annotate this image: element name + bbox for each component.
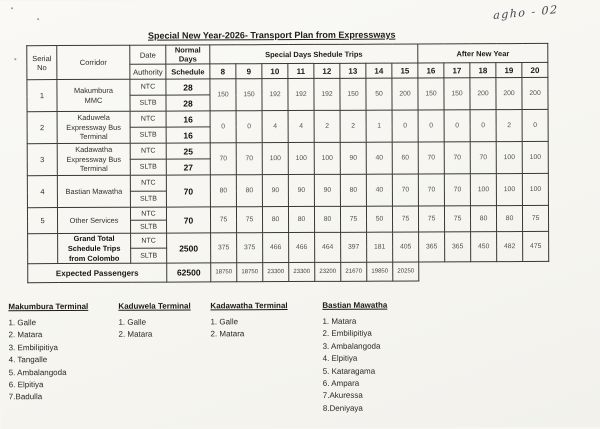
- passengers-cell: 18750: [237, 263, 263, 282]
- trips-cell: 50: [366, 206, 392, 232]
- trips-cell: 100: [262, 143, 288, 175]
- list-item: 4. Tangalle: [8, 355, 48, 365]
- trips-cell: 75: [419, 206, 445, 232]
- trips-cell: 475: [523, 231, 549, 261]
- serial-cell: 3: [27, 144, 57, 176]
- day-header-11: 11: [288, 63, 314, 78]
- trips-cell: 70: [236, 143, 262, 175]
- trips-cell: 0: [522, 109, 548, 141]
- trips-cell: 80: [471, 206, 497, 232]
- trips-cell: 150: [444, 78, 470, 110]
- trips-cell: 100: [522, 141, 548, 173]
- trips-cell: 0: [236, 111, 262, 143]
- trips-cell: 80: [236, 175, 262, 207]
- trips-cell: 75: [210, 207, 236, 233]
- list-item: 2. Matara: [8, 330, 43, 340]
- authority-cell: NTC: [130, 175, 166, 191]
- trips-cell: 80: [262, 207, 288, 233]
- trips-cell: 466: [263, 233, 289, 263]
- authority-cell: SLTB: [130, 95, 166, 111]
- list-item: 3. Embilipitiya: [8, 342, 58, 353]
- trips-cell: 40: [366, 142, 392, 174]
- corridor-cell: Kadawatha Expressway Bus Terminal: [57, 143, 130, 175]
- table-cutout-region: [419, 262, 549, 282]
- trips-cell: 200: [470, 78, 496, 110]
- list-item: 6. Ampara: [322, 378, 360, 388]
- trips-cell: 70: [444, 174, 470, 206]
- authority-cell: NTC: [130, 79, 166, 95]
- trips-cell: 0: [470, 110, 496, 142]
- passengers-cell: 23300: [289, 263, 315, 282]
- terminal-list-title: Kaduwela Terminal: [118, 301, 191, 311]
- trips-cell: 150: [210, 79, 236, 111]
- terminal-list-bastian-mawatha: [322, 300, 431, 416]
- authority-cell: SLTB: [131, 220, 167, 233]
- list-item: 5. Kataragama: [322, 366, 376, 376]
- serial-cell: 2: [27, 112, 57, 144]
- trips-cell: 75: [523, 205, 549, 231]
- day-header-16: 16: [418, 63, 444, 78]
- header-authority: Authority: [130, 64, 166, 79]
- corridor-cell: Other Services: [57, 207, 130, 233]
- list-item: 7.Badulla: [8, 392, 43, 402]
- transport-plan-table: [26, 43, 549, 284]
- list-item: 3. Ambalangoda: [322, 341, 381, 351]
- trips-cell: 200: [392, 78, 418, 110]
- schedule-cell: 70: [166, 175, 210, 207]
- list-item: 7.Akuressa: [322, 391, 363, 401]
- trips-cell: 192: [314, 78, 340, 110]
- trips-cell: 70: [470, 142, 496, 174]
- trips-cell: 4: [288, 110, 314, 142]
- schedule-cell: 25: [166, 143, 210, 159]
- terminal-list-makumbura: [8, 302, 116, 405]
- trips-cell: 181: [367, 232, 393, 262]
- trips-cell: 405: [393, 232, 419, 262]
- trips-cell: 50: [366, 78, 392, 110]
- authority-cell: NTC: [130, 207, 166, 220]
- trips-cell: 375: [237, 233, 263, 263]
- passengers-cell: 21670: [341, 263, 367, 282]
- terminal-list-title: Bastian Mawatha: [322, 300, 388, 310]
- trips-cell: 200: [522, 77, 548, 109]
- scan-speck: [37, 18, 39, 20]
- trips-cell: 1: [366, 110, 392, 142]
- list-item: 8.Deniyaya: [322, 403, 363, 413]
- schedule-cell: 28: [166, 95, 210, 111]
- trips-cell: 75: [340, 206, 366, 232]
- trips-cell: 464: [315, 232, 341, 262]
- list-item: 1. Galle: [118, 317, 147, 327]
- trips-cell: 100: [522, 173, 548, 205]
- trips-cell: 75: [392, 206, 418, 232]
- trips-cell: 100: [496, 174, 522, 206]
- authority-cell: NTC: [130, 143, 166, 159]
- authority-cell: NTC: [131, 233, 167, 248]
- day-header-14: 14: [366, 63, 392, 78]
- trips-cell: 100: [470, 174, 496, 206]
- trips-cell: 0: [392, 110, 418, 142]
- authority-cell: SLTB: [131, 248, 167, 263]
- trips-cell: 80: [314, 206, 340, 232]
- trips-cell: 0: [210, 111, 236, 143]
- trips-cell: 40: [366, 174, 392, 206]
- list-item: 6. Elpitiya: [8, 380, 44, 390]
- schedule-cell: 16: [166, 111, 210, 127]
- passengers-cell: 20250: [393, 262, 419, 281]
- list-item: 1. Matara: [322, 316, 357, 326]
- list-item: 2. Embilipitiya: [322, 329, 372, 339]
- authority-cell: SLTB: [130, 159, 166, 175]
- trips-cell: 200: [496, 78, 522, 110]
- header-normal-days: Normal Days: [166, 45, 210, 64]
- list-item: 2. Matara: [118, 330, 153, 340]
- passengers-cell: 18750: [211, 263, 237, 282]
- trips-cell: 90: [288, 174, 314, 206]
- serial-cell: 1: [27, 80, 57, 112]
- trips-cell: 90: [340, 142, 366, 174]
- trips-cell: 80: [288, 206, 314, 232]
- trips-cell: 70: [444, 142, 470, 174]
- authority-cell: NTC: [130, 111, 166, 127]
- trips-cell: 0: [418, 110, 444, 142]
- trips-cell: 397: [341, 232, 367, 262]
- day-header-17: 17: [444, 63, 470, 78]
- trips-cell: 482: [497, 232, 523, 262]
- trips-cell: 75: [445, 206, 471, 232]
- trips-cell: 80: [497, 206, 523, 232]
- header-schedule: Schedule: [166, 64, 210, 79]
- header-serial-no: Serial No: [27, 46, 57, 80]
- day-header-8: 8: [210, 64, 236, 79]
- schedule-cell: 28: [166, 79, 210, 95]
- schedule-cell: 16: [166, 127, 210, 143]
- trips-cell: 75: [236, 207, 262, 233]
- scan-speck: [11, 7, 13, 9]
- authority-cell: SLTB: [130, 127, 166, 143]
- passengers-cell: 23300: [263, 263, 289, 282]
- serial-cell-empty: [28, 234, 58, 264]
- terminal-list-kadawatha: [210, 301, 318, 342]
- trips-cell: 60: [392, 142, 418, 174]
- day-header-20: 20: [522, 62, 548, 77]
- terminal-list-title: Makumbura Terminal: [8, 301, 89, 312]
- trips-cell: 80: [210, 175, 236, 207]
- trips-cell: 375: [211, 233, 237, 263]
- passengers-cell: 23200: [315, 263, 341, 282]
- trips-cell: 2: [314, 110, 340, 142]
- list-item: 2. Matara: [210, 329, 245, 339]
- trips-cell: 4: [262, 111, 288, 143]
- authority-cell: SLTB: [130, 191, 166, 207]
- trips-cell: 70: [418, 142, 444, 174]
- corridor-cell: Kaduwela Expressway Bus Terminal: [57, 111, 130, 143]
- header-after-new-year-group: After New Year: [418, 43, 548, 63]
- expected-passengers-label: Expected Passengers: [28, 263, 167, 283]
- list-item: 4. Elpitiya: [322, 353, 358, 364]
- terminal-list-title: Kadawatha Terminal: [210, 301, 288, 311]
- serial-cell: 4: [27, 176, 57, 208]
- corridor-cell: Bastian Mawatha: [57, 175, 130, 207]
- trips-cell: 70: [392, 174, 418, 206]
- trips-cell: 450: [471, 232, 497, 262]
- schedule-cell: 27: [166, 159, 210, 175]
- scan-speck: [14, 58, 16, 60]
- schedule-cell: 70: [166, 207, 210, 233]
- grand-total-schedule: 2500: [167, 233, 211, 263]
- day-header-9: 9: [236, 64, 262, 79]
- trips-cell: 365: [445, 232, 471, 262]
- trips-cell: 150: [236, 79, 262, 111]
- trips-cell: 70: [418, 174, 444, 206]
- document-title: Special New Year-2026- Transport Plan from Expressways: [147, 29, 396, 41]
- list-item: 5. Ambalangoda: [8, 367, 67, 377]
- day-header-19: 19: [496, 63, 522, 78]
- trips-cell: 80: [340, 174, 366, 206]
- trips-cell: 90: [262, 175, 288, 207]
- trips-cell: 90: [314, 174, 340, 206]
- day-header-13: 13: [340, 63, 366, 78]
- trips-cell: 2: [340, 110, 366, 142]
- trips-cell: 100: [288, 142, 314, 174]
- expected-passengers-total: 62500: [167, 263, 211, 282]
- day-header-18: 18: [470, 63, 496, 78]
- day-header-12: 12: [314, 63, 340, 78]
- trips-cell: 100: [314, 142, 340, 174]
- terminal-destination-lists: [0, 300, 600, 413]
- trips-cell: 466: [289, 232, 315, 262]
- day-header-15: 15: [392, 63, 418, 78]
- list-item: 1. Galle: [8, 318, 37, 328]
- trips-cell: 192: [288, 78, 314, 110]
- serial-cell: 5: [27, 208, 57, 234]
- day-header-10: 10: [262, 64, 288, 79]
- trips-cell: 2: [496, 110, 522, 142]
- trips-cell: 365: [419, 232, 445, 262]
- list-item: 1. Galle: [210, 317, 239, 327]
- trips-cell: 150: [418, 78, 444, 110]
- passengers-cell: 19850: [367, 262, 393, 281]
- handwritten-annotation: agho - 02: [493, 2, 559, 23]
- corridor-cell: Makumbura MMC: [57, 79, 130, 111]
- header-date: Date: [130, 45, 166, 64]
- grand-total-label: Grand Total Schedule Trips from Colombo: [58, 233, 131, 264]
- trips-cell: 192: [262, 79, 288, 111]
- header-special-days-group: Special Days Shedule Trips: [210, 44, 418, 64]
- trips-cell: 0: [444, 110, 470, 142]
- trips-cell: 70: [210, 143, 236, 175]
- header-corridor: Corridor: [57, 45, 130, 79]
- trips-cell: 150: [340, 78, 366, 110]
- trips-cell: 100: [496, 142, 522, 174]
